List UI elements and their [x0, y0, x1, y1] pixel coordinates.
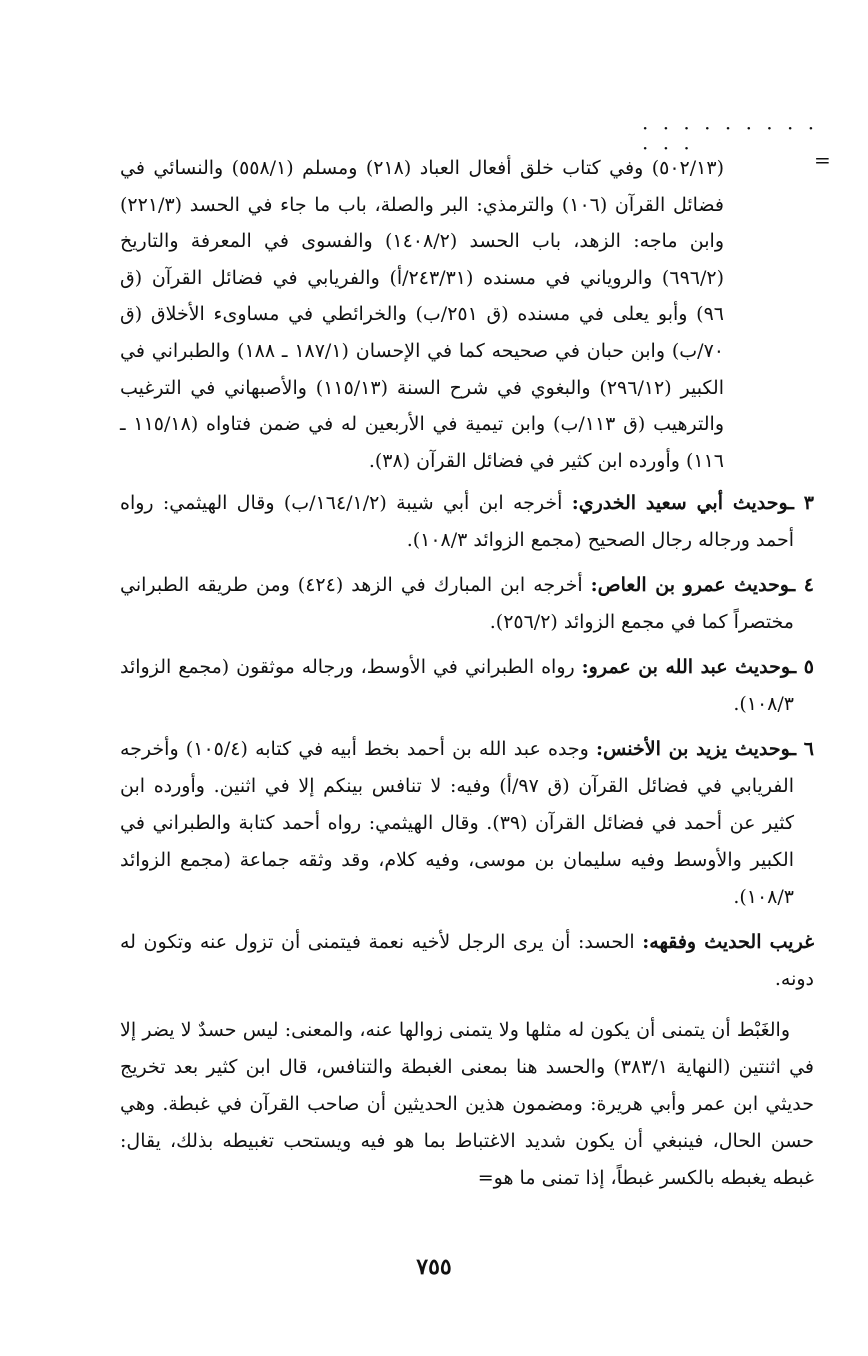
page-number: ٧٥٥	[416, 1254, 452, 1280]
item-text: أخرجه ابن المبارك في الزهد (٤٢٤) ومن طريقه الطبراني مختصراً كما في مجمع الزوائد (٢٥٦/٢).	[120, 574, 794, 634]
footnote-first-paragraph: (٥٠٢/١٣) وفي كتاب خلق أفعال العباد (٢١٨) ومسلم (٥٥٨/١) والنسائي في فضائل القرآن (١٠٦) والترمذي: البر والصلة، باب ما جاء في الحسد (٢٢١/٣) وابن ماجه: الزهد، باب الحسد (١٤٠٨/٢) والفسوى في المعرفة والتاريخ (٦٩٦/٢) والروياني في مسنده (٢٤٣/٣١/أ) والفريابي في فضائل القرآن (ق ٩٦) وأبو يعلى في مسنده (ق ٢٥١/ب) والخرائطي في مساوىء الأخلاق (ق ٧٠/ب) وابن حبان في صحيحه كما في الإحسان (١٨٧/١ ـ ١٨٨) والطبراني في الكبير (٢٩٦/١٢) والبغوي في شرح السنة (١١٥/١٣) والأصبهاني في الترغيب والترهيب (ق ١١٣/ب) وابن تيمية في الأربعين له في ضمن فتاواه (١١٥/١٨ ـ ١١٦) وأورده ابن كثير في فضائل القرآن (٣٨).	[120, 157, 725, 472]
item-heading: وحديث يزيد بن الأخنس:	[596, 738, 791, 761]
item-text: رواه الطبراني في الأوسط، ورجاله موثقون (مجمع الزوائد ١٠٨/٣).	[120, 656, 794, 716]
gharib-paragraph	[120, 924, 814, 998]
footnote-body	[120, 150, 814, 1197]
item-number: ٦ ـ	[790, 738, 815, 761]
item-heading: وحديث أبي سعيد الخدري:	[571, 492, 789, 515]
item-number: ٣ ـ	[788, 492, 814, 515]
ghabt-paragraph: والغَبْط أن يتمنى أن يكون له مثلها ولا يتمنى زوالها عنه، والمعنى: ليس حسدٌ لا يضر إلا في اثنتين (النهاية ٣٨٣/١) والحسد هنا بمعنى الغبطة والتنافس، قال ابن كثير بعد تخريج حديثي ابن عمر وأبي هريرة: ومضمون هذين الحديثين أن صاحب القرآن في غبطة. وهي حسن الحال، فينبغي أن يكون شديد الاغتباط بما هو فيه ويستحب تغبيطه بذلك، يقال: غبطه يغبطه بالكسر غبطاً، إذا تمنى ما هو=	[120, 1019, 814, 1190]
footnote-item-5	[120, 649, 814, 723]
item-heading: وحديث عمرو بن العاص:	[590, 574, 790, 597]
item-number: ٥ ـ	[790, 656, 814, 679]
footnote-item-4	[120, 567, 814, 641]
gharib-heading: غريب الحديث وفقهه:	[642, 931, 815, 954]
footnote-item-3	[120, 485, 814, 559]
item-number: ٤ ـ	[789, 574, 814, 597]
continuation-mark: =	[814, 148, 831, 172]
gharib-text: الحسد: أن يرى الرجل لأخيه نعمة فيتمنى أن تزول عنه وتكون له دونه.	[120, 931, 814, 991]
item-text: أخرجه ابن أبي شيبة (١٦٤/١/٢/ب) وقال الهيثمي: رواه أحمد ورجاله رجال الصحيح (مجمع الزوائد ١٠٨/٣).	[120, 492, 794, 552]
footnote-item-6	[120, 731, 814, 916]
separator-dots: · · · · · · · · · · · ·	[642, 116, 819, 160]
item-text: وجده عبد الله بن أحمد بخط أبيه في كتابه (١٠٥/٤) وأخرجه الفريابي في فضائل القرآن (ق ٩٧/أ) وفيه: لا تنافس بينكم إلا في اثنين. وأورده ابن كثير عن أحمد في فضائل القرآن (٣٩). وقال الهيثمي: رواه أحمد كتابة والطبراني في الكبير والأوسط وفيه سليمان بن موسى، وفيه كلام، وقد وثقه جماعة (مجمع الزوائد ١٠٨/٣).	[120, 738, 794, 909]
item-heading: وحديث عبد الله بن عمرو:	[581, 656, 791, 679]
